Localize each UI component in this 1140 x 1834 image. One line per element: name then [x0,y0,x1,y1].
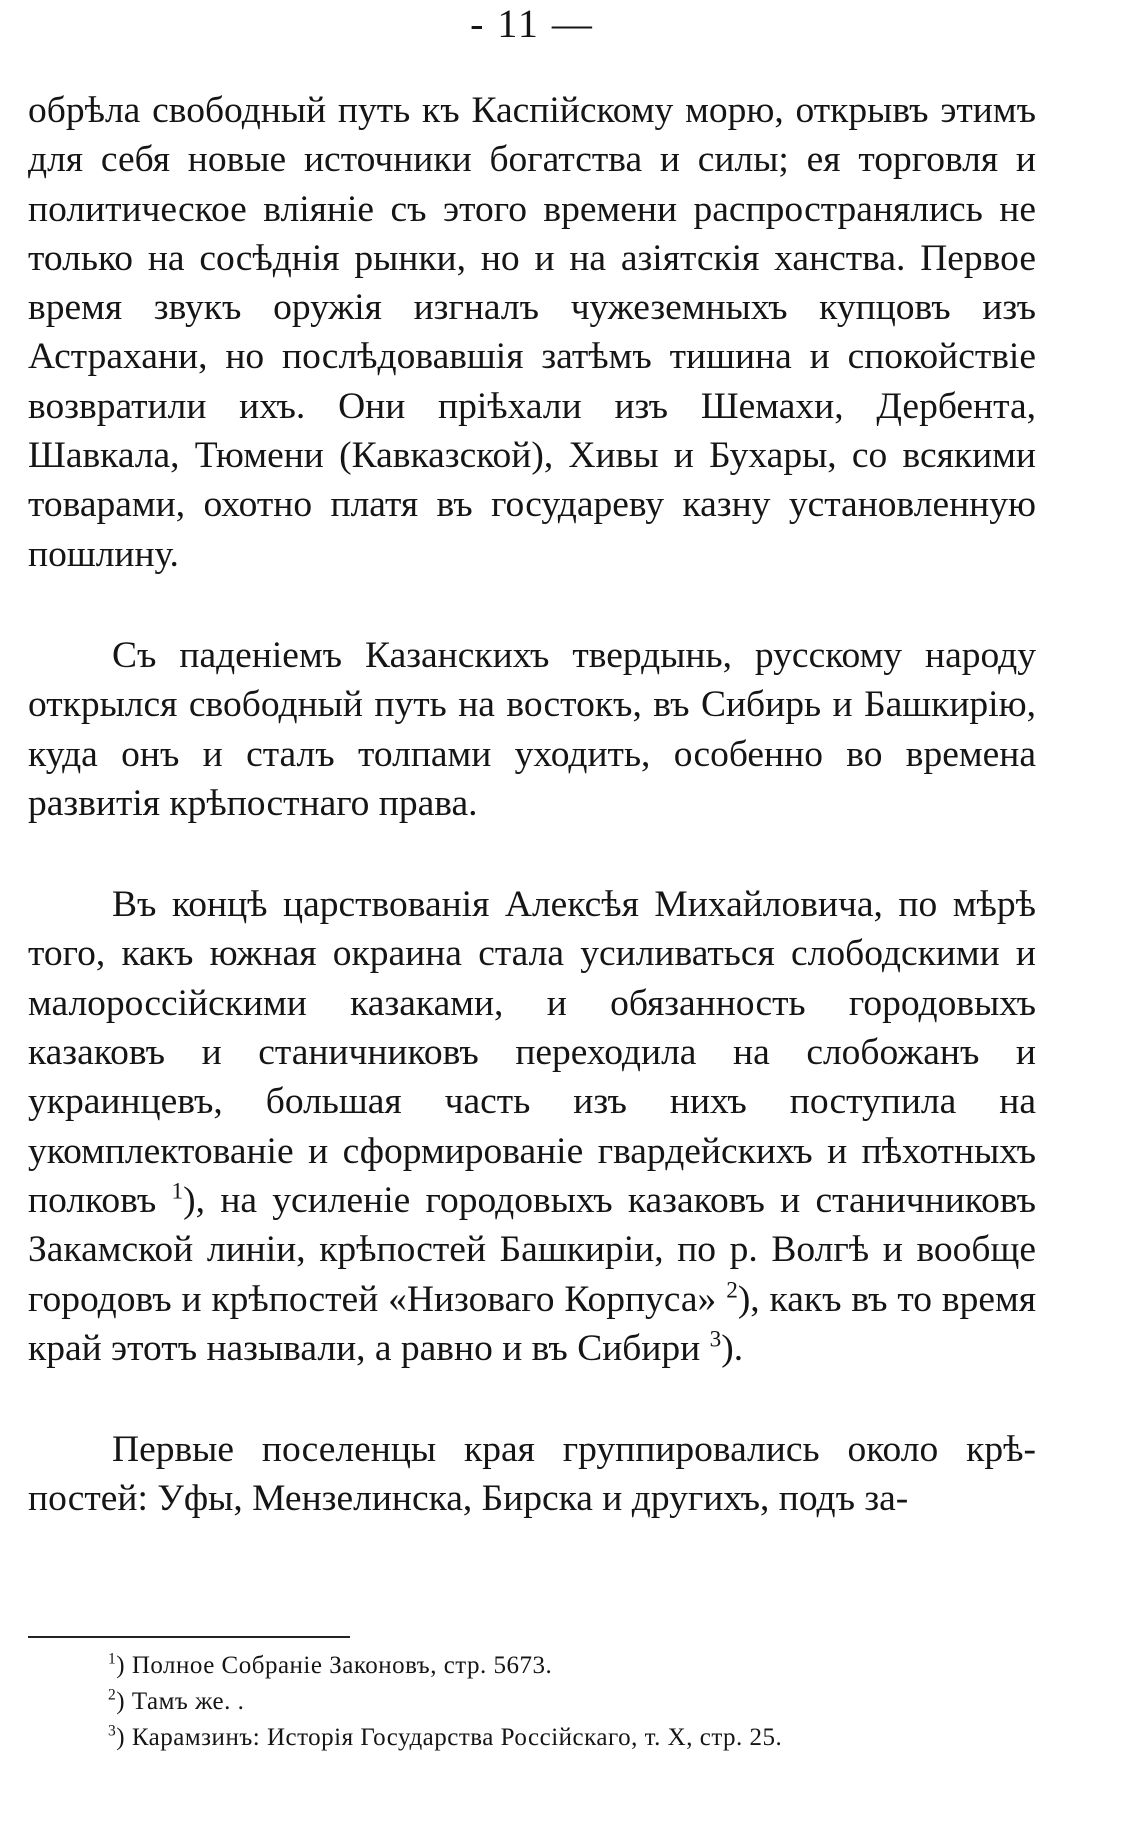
footnote-mark-2: 2 [108,1686,117,1704]
paragraph-alexei-part-4: ). [721,1327,744,1369]
footnote-2 [108,1684,1008,1720]
page-number: - 11 — [470,1,594,46]
book-page [28,0,1036,1834]
paragraph-alexei-reign [28,880,1036,1373]
paragraph-first-settlers: Первые поселенцы края группировались около крѣпостей: Уфы, Мензелинска, Бирска и другихъ, подъ за- [28,1429,1036,1520]
paragraph-alexei-part-3: ), какъ въ то время край этотъ называли, а равно и въ Сибири [28,1278,1037,1369]
paragraph-kazan-fall: Съ паденіемъ Казанскихъ твердынь, русскому народу открылся свободный путь на востокъ, въ Сибирь и Башкирію, куда онъ и сталъ толпами уходить, особенно во времена развитія крѣпостнаго права. [28,634,1036,824]
paragraph-alexei-part-1: Въ концѣ царствованія Алексѣя Михайловича, по мѣрѣ того, какъ южная окраина стала усиливаться слободскими и малороссійскими казаками, и обязанность городовыхъ казаковъ и станичниковъ переходила на слобожанъ и украинцевъ, большая часть изъ нихъ поступила на укомплектованіе и сформированіе гвардейскихъ и пѣхотныхъ полковъ [28,884,1036,1221]
body-text [28,86,1036,1524]
paragraph-caspian-trade: обрѣла свободный путь къ Каспійскому морю, открывъ этимъ для себя новые источники богатства и силы; ея торговля и политическое вліяніе съ этого времени распространялись не только на сосѣднія рынки, но и на азіятскія ханства. Первое время звукъ оружія изгналъ чужеземныхъ купцовъ изъ Астрахани, но послѣдовавшія затѣмъ тишина и спокойствіе возвратили ихъ. Они пріѣхали изъ Шемахи, Дербента, Шавкала, Тюмени (Кавказской), Хивы и Бухары, со всякими товарами, охотно платя въ государеву казну установленную пошлину. [28,90,1036,575]
footnote-ref-1: 1 [171,1178,184,1205]
paragraph-alexei-part-2: ), на усиленіе городовыхъ казаковъ и станичниковъ Закамской линіи, крѣпостей Башкиріи, по р. Волгѣ и вообще городовъ и крѣпостей «Низоваго Корпуса» [28,1179,1036,1320]
footnote-3 [108,1720,1008,1756]
footnote-text-1: ) Полное Собраніе Законовъ, стр. 5673. [116,1652,553,1679]
footnote-text-3: ) Карамзинъ: Исторія Государства Россійскаго, т. X, стр. 25. [116,1724,783,1751]
footnote-ref-3: 3 [709,1326,722,1353]
footnote-text-2: ) Тамъ же. . [116,1688,245,1715]
footnote-ref-2: 2 [726,1277,738,1304]
footnote-1 [108,1648,1008,1684]
footnote-mark-3: 3 [108,1722,117,1740]
footnote-divider [28,1636,350,1638]
footnote-mark-1: 1 [108,1650,117,1668]
footnotes [108,1648,1008,1756]
